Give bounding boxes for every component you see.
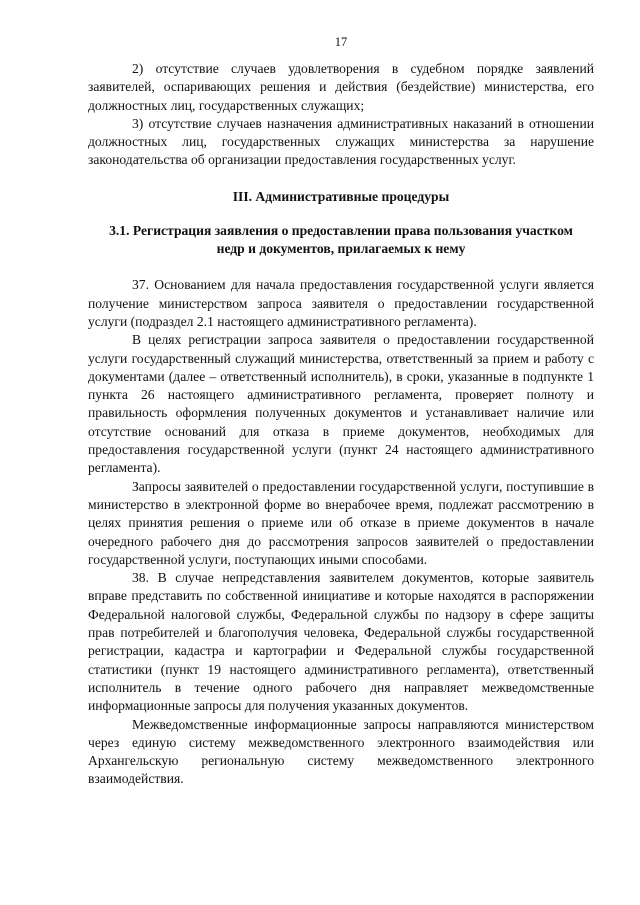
subsection-title: 3.1. Регистрация заявления о предоставлении права пользования участком недр и документов, прилагаемых к нему	[109, 222, 573, 257]
paragraph: Межведомственные информационные запросы направляются министерством через единую систему межведомственного электронного взаимодействия или Архангельскую региональную систему межведомственного электронного взаимодействия.	[88, 716, 594, 787]
paragraph: Запросы заявителей о предоставлении государственной услуги, поступившие в министерство в электронной форме во внерабочее время, подлежат рассмотрению в целях принятия решения о приеме или об отказе в приеме документов в начале очередного рабочего дня до рассмотрения запросов заявителей о предоставлении государственной услуги, поступающих иными способами.	[88, 478, 594, 567]
paragraph: В целях регистрации запроса заявителя о предоставлении государственной услуги государственный служащий министерства, ответственный за прием и работу с документами (далее – ответственный исполнитель), в сроки, указанные в подпункте 1 пункта 26 настоящего административного регламента, проверяет полноту и правильность оформления полученных документов и устанавливает наличие или отсутствие оснований для отказа в приеме документов, необходимых для предоставления государственной услуги (пункт 24 настоящего административного регламента).	[88, 332, 594, 476]
section-title: III. Административные процедуры	[232, 188, 450, 204]
paragraph: 3) отсутствие случаев назначения административных наказаний в отношении должностных лиц, государственных служащих министерства за нарушение законодательства об организации предоставления государственных услуг.	[88, 115, 594, 168]
document-page	[88, 34, 594, 789]
paragraph: 38. В случае непредставления заявителем документов, которые заявитель вправе представить по собственной инициативе и которые находятся в распоряжении Федеральной налоговой службы, Федеральной службы по надзору в сфере защиты прав потребителей и благополучия человека, Федеральной службы государственной регистрации, кадастра и картографии и Федеральной службы государственной статистики (пункт 19 настоящего административного регламента), ответственный исполнитель в течение одного рабочего дня направляет межведомственные информационные запросы для получения указанных документов.	[88, 570, 594, 714]
page-number: 17	[334, 35, 348, 49]
paragraph: 37. Основанием для начала предоставления государственной услуги является получение министерством запроса заявителя о предоставлении государственной услуги (подраздел 2.1 настоящего административного регламента).	[88, 277, 594, 329]
paragraph: 2) отсутствие случаев удовлетворения в судебном порядке заявлений заявителей, оспаривающих решения и действия (бездействие) министерства, его должностных лиц, государственных служащих;	[88, 61, 594, 113]
